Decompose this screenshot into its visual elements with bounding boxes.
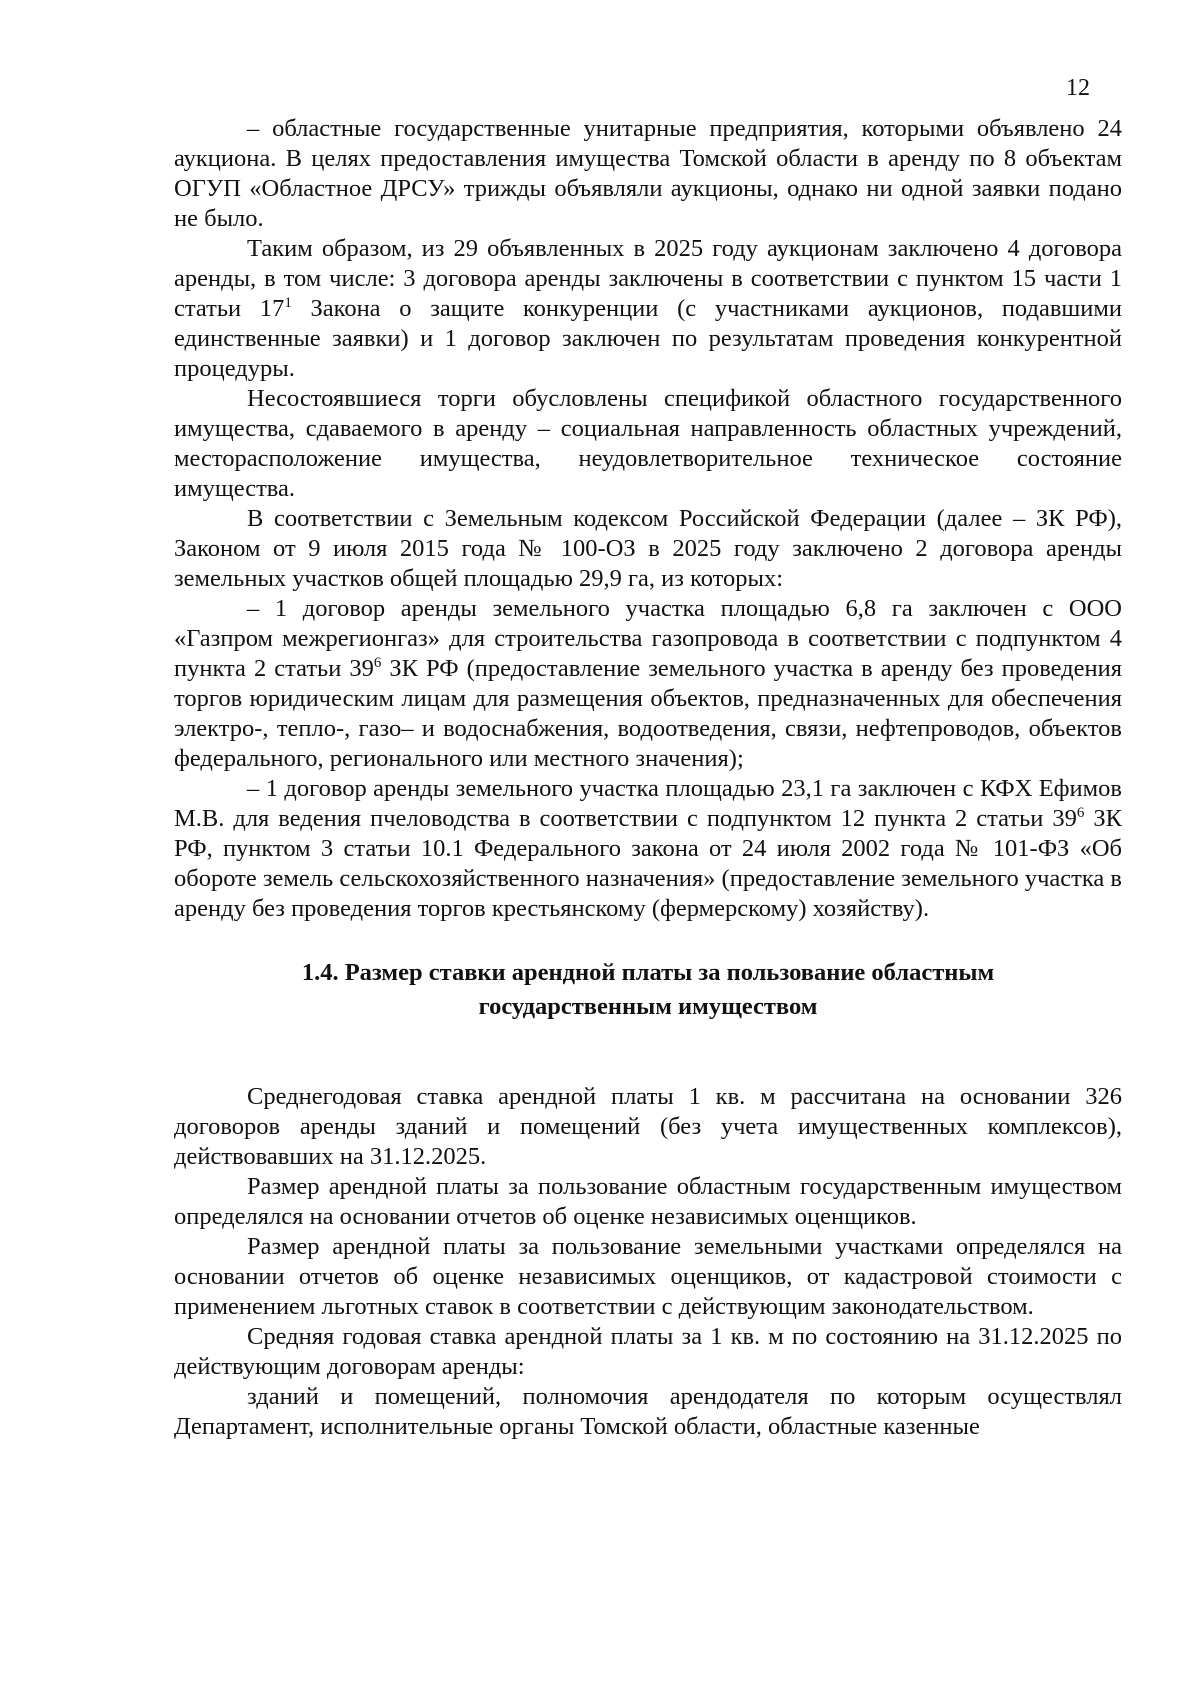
paragraph-gazprom-contract xyxy=(174,594,1122,774)
section-heading xyxy=(174,956,1122,1024)
paragraph-annual-rate: Средняя годовая ставка арендной платы за 1 кв. м по состоянию на 31.12.2025 по действующим договорам аренды: xyxy=(174,1323,1122,1380)
paragraph-text: Закона о защите конкуренции (с участниками аукционов, подавшими единственные заявки) и 1 договор заключен по результатам проведения конкурентной процедуры. xyxy=(174,295,1122,382)
section-heading-line-2: государственным имуществом xyxy=(478,993,818,1020)
paragraph-buildings: зданий и помещений, полномочия арендодателя по которым осуществлял Департамент, исполнительные органы Томской области, областные казенные xyxy=(174,1383,1122,1440)
paragraph-failed-auctions: Несостоявшиеся торги обусловлены спецификой областного государственного имущества, сдаваемого в аренду – социальная направленность областных учреждений, месторасположение имущества, неудовлетворительное техническое состояние имущества. xyxy=(174,385,1122,502)
page-number: 12 xyxy=(1066,75,1090,101)
paragraph-text: ЗК РФ (предоставление земельного участка в аренду без проведения торгов юридическим лицам для размещения объектов, предназначенных для обеспечения электро-, тепло-, газо– и водоснабжения, водоотведения, связи, нефтепроводов, объектов федерального, регионального или местного значения); xyxy=(174,655,1122,772)
paragraph-text: ЗК РФ, пунктом 3 статьи 10.1 Федерального закона от 24 июля 2002 года № 101-ФЗ «Об обороте земель сельскохозяйственного назначения» (предоставление земельного участка в аренду без проведения торгов крестьянскому (фермерскому) хозяйству). xyxy=(174,805,1122,922)
document-body xyxy=(174,114,1122,1442)
superscript: 6 xyxy=(1076,804,1085,821)
paragraph-land-code: В соответствии с Земельным кодексом Российской Федерации (далее – ЗК РФ), Законом от 9 июля 2015 года № 100-ОЗ в 2025 году заключено 2 договора аренды земельных участков общей площадью 29,9 га, из которых: xyxy=(174,505,1122,592)
section-heading-line-1: 1.4. Размер ставки арендной платы за пользование областным xyxy=(301,959,995,986)
paragraph-text: – 1 договор аренды земельного участка площадью 6,8 га заключен с ООО «Газпром межрегионгаз» для строительства газопровода в соответствии с подпунктом 4 пункта 2 статьи 39 xyxy=(174,595,1122,682)
superscript: 6 xyxy=(373,654,382,671)
paragraph-text: – 1 договор аренды земельного участка площадью 23,1 га заключен с КФХ Ефимов М.В. для ведения пчеловодства в соответствии с подпунктом 12 пункта 2 статьи 39 xyxy=(174,775,1122,832)
paragraph-auction-summary xyxy=(174,234,1122,384)
paragraph-average-rate: Среднегодовая ставка арендной платы 1 кв. м рассчитана на основании 326 договоров аренды зданий и помещений (без учета имущественных комплексов), действовавших на 31.12.2025. xyxy=(174,1083,1122,1170)
paragraph-rent-size: Размер арендной платы за пользование областным государственным имуществом определялся на основании отчетов об оценке независимых оценщиков. xyxy=(174,1173,1122,1230)
paragraph-text: Таким образом, из 29 объявленных в 2025 году аукционам заключено 4 договора аренды, в том числе: 3 договора аренды заключены в соответствии с пунктом 15 части 1 статьи 17 xyxy=(174,235,1122,322)
paragraph-land-rent: Размер арендной платы за пользование земельными участками определялся на основании отчетов об оценке независимых оценщиков, от кадастровой стоимости с применением льготных ставок в соответствии с действующим законодательством. xyxy=(174,1233,1122,1320)
superscript: 1 xyxy=(284,294,292,311)
spacer xyxy=(174,1058,1122,1082)
paragraph-kfh-contract xyxy=(174,774,1122,924)
paragraph-unitary-enterprises: – областные государственные унитарные предприятия, которыми объявлено 24 аукциона. В целях предоставления имущества Томской области в аренду по 8 объектам ОГУП «Областное ДРСУ» трижды объявляли аукционы, однако ни одной заявки подано не было. xyxy=(174,115,1122,232)
